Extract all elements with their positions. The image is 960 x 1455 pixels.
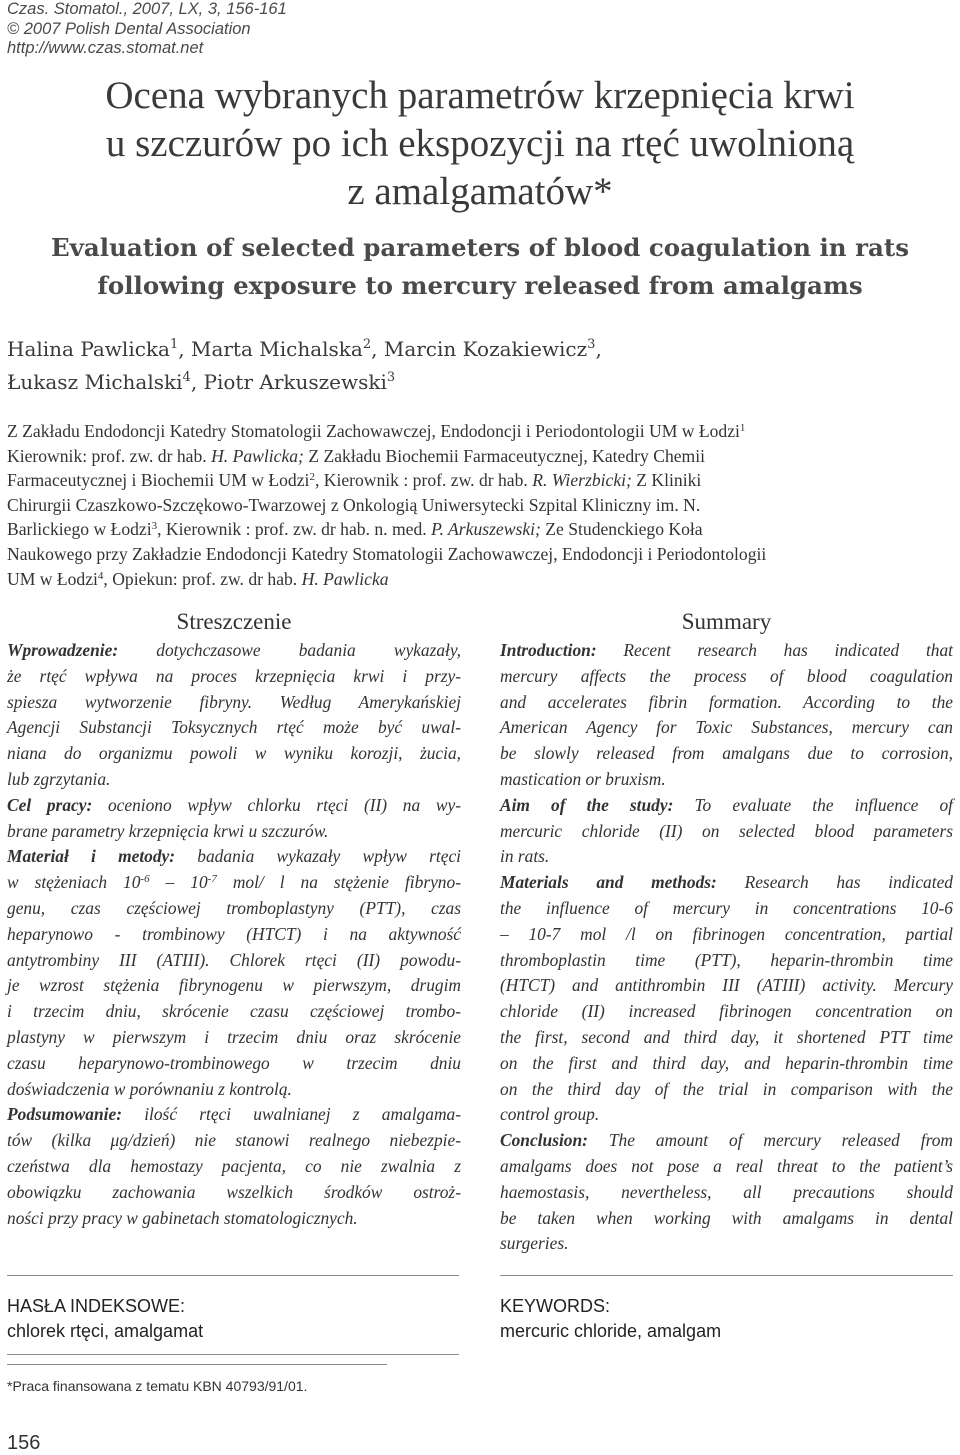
- divider-rule: [7, 1354, 459, 1355]
- section-label: Materials and methods:: [500, 872, 717, 893]
- affiliation-line: [7, 567, 955, 592]
- text-run: czeństwa dla hemostazy pacjenta, co nie zwalnia z: [7, 1155, 461, 1176]
- author-list: [7, 333, 947, 399]
- text-run: je wzrost stężenia fibrynogenu w pierwszym, drugim: [7, 975, 461, 996]
- text-run: be taken when working with amalgams in dental: [500, 1207, 953, 1228]
- abstract-line: [500, 973, 953, 999]
- keywords-polish-value: chlorek rtęci, amalgamat: [7, 1321, 204, 1341]
- text-run: H. Pawlicka;: [211, 445, 304, 466]
- abstract-line: [7, 819, 461, 845]
- abstract-line: [500, 819, 953, 845]
- abstract-line: [7, 741, 461, 767]
- text-run: in rats.: [500, 846, 550, 867]
- title-polish-line: z amalgamatów*: [347, 170, 613, 213]
- journal-citation: Czas. Stomatol., 2007, LX, 3, 156-161: [7, 0, 287, 18]
- abstract-line: [7, 1077, 461, 1103]
- text-run: antytrombiny III (ATIII). Chlorek rtęci (II) powodu-: [7, 949, 461, 970]
- abstract-line: [500, 638, 953, 664]
- abstract-heading: Streszczenie: [176, 609, 292, 634]
- abstract-line: [500, 896, 953, 922]
- affiliation-line: [7, 468, 955, 493]
- text-run: że rtęć wpływa na proces krzepnięcia krwi i przy-: [7, 665, 461, 686]
- journal-url[interactable]: http://www.czas.stomat.net: [7, 39, 204, 57]
- abstract-heading: Summary: [681, 609, 772, 634]
- superscript: 4: [97, 569, 104, 582]
- title-polish: [0, 72, 960, 216]
- superscript: -6: [140, 873, 150, 886]
- text-run: Z Kliniki: [631, 470, 702, 491]
- abstract-line: [500, 1025, 953, 1051]
- abstract-body: [500, 638, 953, 1257]
- journal-header: [7, 0, 427, 59]
- abstract-line: [500, 1180, 953, 1206]
- text-run: UM w Łodzi: [7, 568, 98, 589]
- title-polish-line: Ocena wybranych parametrów krzepnięcia krwi: [105, 74, 855, 117]
- section-label: Materiał i metody:: [7, 846, 176, 867]
- text-run: mol/ l na stężenie fibryno-: [216, 872, 461, 893]
- keywords-english-label: KEYWORDS:: [500, 1296, 611, 1316]
- text-run: Z Zakładu Endodoncji Katedry Stomatologii Zachowawczej, Endodoncji i Periodontologii UM w Łodzi: [7, 421, 740, 441]
- abstract-line: [7, 715, 461, 741]
- text-run: Barlickiego w Łodzi: [7, 519, 152, 540]
- title-english-line: following exposure to mercury released from amalgams: [97, 271, 863, 300]
- text-run: H. Pawlicka: [301, 568, 389, 589]
- keywords-polish-label: HASŁA INDEKSOWE:: [7, 1296, 186, 1316]
- abstract-line: [500, 1051, 953, 1077]
- text-run: niana do organizmu powoli w wyniku korozji, żucia,: [7, 743, 461, 764]
- text-run: surgeries.: [500, 1233, 569, 1254]
- text-run: be slowly released from amalgans due to corrosion,: [500, 743, 953, 764]
- text-run: mercuric chloride (II) on selected blood parameters: [500, 820, 953, 841]
- text-run: doświadczenia w porównaniu z kontrolą.: [7, 1078, 292, 1099]
- abstract-line: [7, 1206, 461, 1232]
- text-run: obowiązku zachowania wszelkich środków ostroż-: [7, 1181, 461, 1202]
- text-run: w stężeniach 10: [7, 872, 141, 893]
- affiliation-line: [7, 517, 955, 542]
- superscript: 3: [151, 520, 158, 533]
- author-separator: ,: [178, 337, 191, 361]
- abstract-line: [500, 948, 953, 974]
- journal-copyright: © 2007 Polish Dental Association: [7, 19, 251, 38]
- text-run: Research has indicated: [716, 872, 953, 893]
- abstract-line: [500, 1128, 953, 1154]
- text-run: chloride (II) increased fibrinogen concentration on: [500, 1001, 953, 1022]
- abstract-line: [7, 922, 461, 948]
- text-run: the influence of mercury in concentrations 10-6: [500, 897, 953, 918]
- text-run: , Kierownik : prof. zw. dr hab.: [314, 470, 533, 491]
- text-run: – 10: [149, 872, 208, 893]
- page-number: 156: [7, 1432, 41, 1454]
- text-run: brane parametry krzepnięcia krwi u szczurów.: [7, 820, 329, 841]
- abstract-line: [500, 690, 953, 716]
- divider-rule: [500, 1275, 953, 1276]
- section-label: Aim of the study:: [500, 794, 674, 815]
- text-run: badania wykazały wpływ rtęci: [175, 846, 461, 867]
- author-name: Marcin Kozakiewicz: [383, 337, 588, 361]
- superscript: 2: [309, 471, 315, 484]
- text-run: P. Arkuszewski;: [431, 519, 541, 540]
- text-run: Farmaceutycznej i Biochemii UM w Łodzi: [7, 470, 310, 491]
- abstract-line: [7, 999, 461, 1025]
- text-run: and accelerates fibrin formation. According to the: [500, 691, 953, 712]
- affiliation-line: [7, 493, 955, 518]
- text-run: Agencji Substancji Toksycznych rtęć może być uwal-: [7, 717, 461, 738]
- abstract-line: [500, 1102, 953, 1128]
- author-affiliation-mark: 1: [169, 337, 179, 352]
- text-run: tów (kilka μg/dzień) nie stanowi realnego niebezpie-: [7, 1130, 461, 1151]
- affiliation-line: [7, 444, 955, 469]
- section-label: Cel pracy:: [7, 794, 93, 815]
- abstract-line: [7, 948, 461, 974]
- section-label: Wprowadzenie:: [7, 640, 119, 660]
- abstract-line: [7, 973, 461, 999]
- abstract-line: [7, 1128, 461, 1154]
- abstract-line: [500, 1154, 953, 1180]
- abstract-line: [7, 870, 461, 896]
- affiliations: [7, 419, 955, 591]
- text-run: Chirurgii Czaszkowo-Szczękowo-Twarzowej z Onkologią Uniwersytecki Szpital Kliniczny im. N.: [7, 494, 701, 515]
- section-label: Podsumowanie:: [7, 1104, 122, 1125]
- text-run: thromboplastin time (PTT), heparin-thrombin time: [500, 949, 953, 970]
- abstract-line: [500, 844, 953, 870]
- text-run: Kierownik: prof. zw. dr hab.: [7, 445, 212, 466]
- text-run: To evaluate the influence of: [673, 794, 953, 815]
- text-run: genu, czas częściowej tromboplastyny (PTT), czas: [7, 897, 461, 918]
- text-run: spiesza wytworzenie fibryny. Według Amerykańskiej: [7, 691, 461, 712]
- author-affiliation-mark: 3: [386, 370, 396, 385]
- text-run: ilość rtęci uwalnianej z amalgama-: [121, 1104, 461, 1125]
- text-run: – 10-7 mol /l on fibrinogen concentration, partial: [500, 923, 953, 944]
- title-polish-line: u szczurów po ich ekspozycji na rtęć uwolnioną: [105, 122, 855, 165]
- footnote-rule: [7, 1364, 387, 1365]
- abstract-line: [7, 1051, 461, 1077]
- text-run: on the first and third day, and heparin-thrombin time: [500, 1052, 953, 1073]
- abstract-english: [500, 608, 953, 1257]
- text-run: oceniono wpływ chlorku rtęci (II) na wy-: [92, 794, 462, 815]
- text-run: mercury affects the process of blood coagulation: [500, 665, 953, 686]
- divider-rule: [7, 1275, 459, 1276]
- author-affiliation-mark: 3: [587, 337, 596, 352]
- abstract-line: [7, 1102, 461, 1128]
- abstract-line: [500, 1231, 953, 1257]
- section-label: Conclusion:: [500, 1130, 588, 1151]
- text-run: Recent research has indicated that: [596, 640, 953, 660]
- author-name: Łukasz Michalski: [7, 370, 183, 394]
- text-run: on the third day of the trial in comparison with the: [500, 1078, 953, 1099]
- author-affiliation-mark: 4: [182, 370, 191, 385]
- text-run: Naukowego przy Zakładzie Endodoncji Katedry Stomatologii Zachowawczej, Endodoncji i Periodontologii: [7, 543, 767, 564]
- text-run: ności przy pracy w gabinetach stomatologicznych.: [7, 1207, 358, 1228]
- abstract-line: [7, 638, 461, 664]
- abstract-line: [500, 664, 953, 690]
- author-name: Halina Pawlicka: [7, 337, 170, 361]
- author-name: Marta Michalska: [190, 337, 363, 361]
- text-run: plastyny w pierwszym i trzecim dniu oraz skrócenie: [7, 1026, 461, 1047]
- text-run: the first, second and third day, it shortened PTT time: [500, 1026, 953, 1047]
- author-name: Piotr Arkuszewski: [203, 370, 387, 394]
- abstract-polish: [7, 608, 461, 1231]
- abstract-line: [500, 793, 953, 819]
- text-run: control group.: [500, 1104, 600, 1125]
- author-separator: ,: [595, 337, 602, 361]
- text-run: amalgams does not pose a real threat to the patient’s: [500, 1155, 953, 1176]
- text-run: Ze Studenckiego Koła: [540, 519, 703, 540]
- text-run: czasu heparynowo-trombinowego w trzecim dniu: [7, 1052, 461, 1073]
- affiliation-line: [7, 419, 955, 444]
- text-run: mastication or bruxism.: [500, 768, 666, 789]
- abstract-line: [7, 664, 461, 690]
- footnote: *Praca finansowana z tematu KBN 40793/91/01.: [7, 1378, 308, 1394]
- text-run: (HTCT) and antithrombin III (ATIII) activity. Mercury: [500, 975, 953, 996]
- abstract-line: [7, 793, 461, 819]
- text-run: American Agency for Toxic Substances, mercury can: [500, 717, 953, 738]
- text-run: Z Zakładu Biochemii Farmaceutycznej, Katedry Chemii: [303, 445, 706, 466]
- abstract-line: [500, 1077, 953, 1103]
- author-line: [7, 333, 947, 366]
- superscript: -7: [207, 873, 217, 886]
- text-run: i trzecim dniu, skrócenie czasu częściowej trombo-: [7, 1001, 461, 1022]
- abstract-line: [7, 690, 461, 716]
- title-english: [0, 229, 960, 305]
- abstract-line: [500, 1206, 953, 1232]
- title-english-line: Evaluation of selected parameters of blood coagulation in rats: [51, 233, 909, 262]
- abstract-line: [7, 896, 461, 922]
- text-run: , Opiekun: prof. zw. dr hab.: [103, 568, 302, 589]
- superscript: 1: [739, 422, 746, 434]
- text-run: heparynowo - trombinowy (HTCT) i na aktywność: [7, 923, 461, 944]
- text-run: haemostasis, nevertheless, all precautions should: [500, 1181, 953, 1202]
- abstract-body: [7, 638, 461, 1231]
- author-separator: ,: [190, 370, 204, 394]
- text-run: dotychczasowe badania wykazały,: [118, 640, 461, 660]
- text-run: The amount of mercury released from: [587, 1130, 953, 1151]
- author-line: [7, 366, 947, 399]
- text-run: , Kierownik : prof. zw. dr hab. n. med.: [157, 519, 432, 540]
- abstract-line: [500, 870, 953, 896]
- text-run: R. Wierzbicki;: [532, 470, 632, 491]
- abstract-line: [500, 715, 953, 741]
- abstract-line: [7, 1180, 461, 1206]
- abstract-line: [500, 767, 953, 793]
- abstract-line: [7, 1025, 461, 1051]
- abstract-line: [7, 844, 461, 870]
- author-affiliation-mark: 2: [362, 337, 372, 352]
- affiliation-line: [7, 542, 955, 567]
- abstract-line: [500, 922, 953, 948]
- keywords-english-value: mercuric chloride, amalgam: [500, 1321, 722, 1341]
- abstract-line: [7, 1154, 461, 1180]
- abstract-line: [500, 999, 953, 1025]
- abstract-line: [7, 767, 461, 793]
- section-label: Introduction:: [500, 640, 597, 660]
- text-run: lub zgrzytania.: [7, 768, 111, 789]
- author-separator: ,: [371, 337, 384, 361]
- abstract-line: [500, 741, 953, 767]
